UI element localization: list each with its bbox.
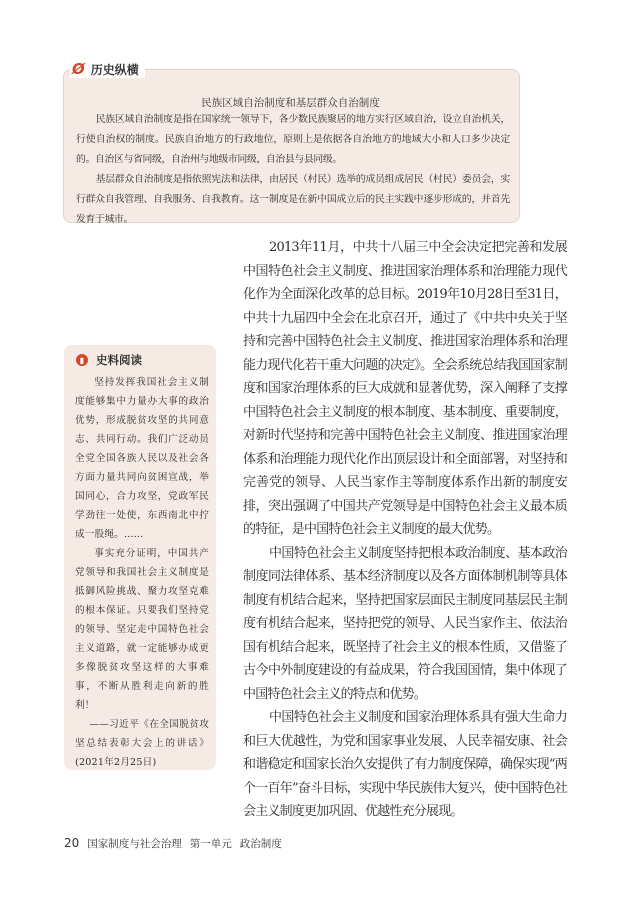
chapter-label: 政治制度 bbox=[239, 838, 282, 850]
history-box-header bbox=[70, 60, 145, 78]
paragraph: 事实充分证明，中国共产党领导和我国社会主义制度是抵御风险挑战、聚力攻坚克难的根本保证。只要我们坚持党的领导、坚定走中国特色社会主义道路，就一定能够办成更多像脱贫攻坚这样的大事难事，不断从胜利走向新的胜利！ bbox=[75, 548, 209, 711]
book-title: 国家制度与社会治理 bbox=[87, 838, 182, 850]
paragraph: 坚持发挥我国社会主义制度能够集中力量办大事的政治优势，形成脱贫攻坚的共同意志、共同行动。我们广泛动员全党全国各族人民以及社会各方面力量共同向贫困宣战，举国同心，合力攻坚，党政军民学劲往一处使，东西南北中拧成一股绳。…… bbox=[75, 377, 209, 540]
history-box-title: 民族区域自治制度和基层群众自治制度 bbox=[201, 97, 380, 109]
reading-sidebar-label: 史料阅读 bbox=[96, 353, 142, 367]
reading-sidebar-body bbox=[75, 373, 209, 772]
quote-source: ——习近平《在全国脱贫攻坚总结表彰大会上的讲话》(2021年2月25日) bbox=[75, 719, 209, 768]
page-footer bbox=[64, 836, 282, 851]
main-text bbox=[243, 236, 567, 824]
history-icon: Ø bbox=[72, 60, 85, 78]
reading-icon: ▮ bbox=[76, 354, 88, 366]
reading-sidebar-header bbox=[76, 352, 142, 368]
history-box-body bbox=[76, 110, 510, 230]
paragraph: 中国特色社会主义制度和国家治理体系具有强大生命力和巨大优越性，为党和国家事业发展、人民幸福安康、社会和谐稳定和国家长治久安提供了有力制度保障，确保实现“两个一百年”奋斗目标，实现中华民族伟大复兴，使中国特色社会主义制度更加巩固、优越性充分展现。 bbox=[243, 710, 567, 819]
paragraph: 民族区域自治制度是指在国家统一领导下，各少数民族聚居的地方实行区域自治，设立自治机关，行使自治权的制度。民族自治地方的行政地位，原则上是依据各自治地方的地域大小和人口多少决定的。自治区与省同级，自治州与地级市同级，自治县与县同级。 bbox=[76, 114, 510, 165]
unit-label: 第一单元 bbox=[189, 838, 232, 850]
history-box-label: 历史纵横 bbox=[90, 62, 139, 77]
paragraph: 2013年11月，中共十八届三中全会决定把完善和发展中国特色社会主义制度、推进国家治理体系和治理能力现代化作为全面深化改革的总目标。2019年10月28日至31日，中共十九届四中全会在北京召开，通过了《中共中央关于坚持和完善中国特色社会主义制度、推进国家治理体系和治理能力现代化若干重大问题的决定》。全会系统总结我国国家制度和国家治理体系的巨大成就和显著优势，深入阐释了支撑中国特色社会主义制度的根本制度、基本制度、重要制度，对新时代坚持和完善中国特色社会主义制度、推进国家治理体系和治理能力现代化作出顶层设计和全面部署，对坚持和完善党的领导、人民当家作主等制度体系作出新的制度安排，突出强调了中国共产党领导是中国特色社会主义最本质的特征，是中国特色社会主义制度的最大优势。 bbox=[243, 240, 567, 537]
paragraph: 基层群众自治制度是指依照宪法和法律，由居民（村民）选举的成员组成居民（村民）委员会，实行群众自我管理、自我服务、自我教育。这一制度是在新中国成立后的民主实践中逐步形成的，并首先发育于城市。 bbox=[76, 174, 510, 225]
page-number: 20 bbox=[64, 836, 80, 850]
paragraph: 中国特色社会主义制度坚持把根本政治制度、基本政治制度同法律体系、基本经济制度以及各方面体制机制等具体制度有机结合起来，坚持把国家层面民主制度同基层民主制度有机结合起来，坚持把党的领导、人民当家作主、依法治国有机结合起来，既坚持了社会主义的根本性质，又借鉴了古今中外制度建设的有益成果，符合我国国情，集中体现了中国特色社会主义的特点和优势。 bbox=[243, 545, 567, 702]
